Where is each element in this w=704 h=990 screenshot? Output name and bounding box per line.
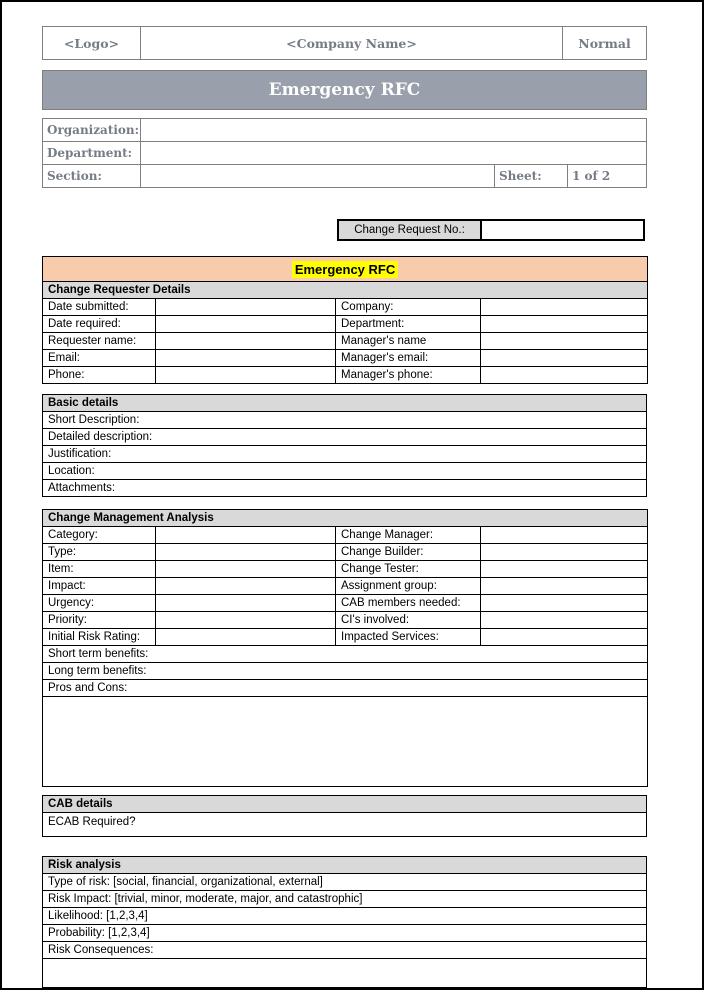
managers-phone-input[interactable] bbox=[481, 367, 648, 384]
doc-type-cell: Normal bbox=[563, 27, 647, 60]
item-label: Item: bbox=[43, 561, 156, 578]
urgency-input[interactable] bbox=[156, 595, 336, 612]
item-input[interactable] bbox=[156, 561, 336, 578]
basic-details-header: Basic details bbox=[43, 395, 647, 412]
header-table bbox=[42, 26, 647, 60]
date-submitted-input[interactable] bbox=[156, 299, 336, 316]
likelihood-row[interactable]: Likelihood: [1,2,3,4] bbox=[43, 908, 647, 925]
section-input[interactable] bbox=[141, 165, 495, 188]
attachments-row[interactable]: Attachments: bbox=[43, 480, 647, 497]
cab-details-table bbox=[42, 795, 647, 837]
cis-involved-label: CI's involved: bbox=[336, 612, 481, 629]
sheet-value: 1 of 2 bbox=[568, 165, 647, 188]
impact-input[interactable] bbox=[156, 578, 336, 595]
managers-email-label: Manager's email: bbox=[336, 350, 481, 367]
risk-consequences-row[interactable]: Risk Consequences: bbox=[43, 942, 647, 959]
priority-label: Priority: bbox=[43, 612, 156, 629]
impacted-services-input[interactable] bbox=[481, 629, 648, 646]
urgency-label: Urgency: bbox=[43, 595, 156, 612]
change-manager-label: Change Manager: bbox=[336, 527, 481, 544]
change-request-no-box bbox=[337, 219, 645, 241]
department-label: Department: bbox=[43, 142, 141, 165]
cma-header: Change Management Analysis bbox=[43, 510, 648, 527]
type-label: Type: bbox=[43, 544, 156, 561]
date-submitted-label: Date submitted: bbox=[43, 299, 156, 316]
initial-risk-rating-input[interactable] bbox=[156, 629, 336, 646]
requester-department-label: Department: bbox=[336, 316, 481, 333]
impacted-services-label: Impacted Services: bbox=[336, 629, 481, 646]
ecab-required-row[interactable]: ECAB Required? bbox=[43, 813, 647, 837]
category-label: Category: bbox=[43, 527, 156, 544]
change-tester-input[interactable] bbox=[481, 561, 648, 578]
cis-involved-input[interactable] bbox=[481, 612, 648, 629]
company-name-cell: <Company Name> bbox=[141, 27, 563, 60]
org-table bbox=[42, 118, 647, 188]
managers-name-input[interactable] bbox=[481, 333, 648, 350]
form-banner-highlight: Emergency RFC bbox=[292, 261, 398, 278]
change-builder-label: Change Builder: bbox=[336, 544, 481, 561]
organization-label: Organization: bbox=[43, 119, 141, 142]
change-management-analysis-table bbox=[42, 509, 648, 787]
section-label: Section: bbox=[43, 165, 141, 188]
date-required-label: Date required: bbox=[43, 316, 156, 333]
risk-analysis-table bbox=[42, 856, 647, 988]
requester-name-label: Requester name: bbox=[43, 333, 156, 350]
requester-name-input[interactable] bbox=[156, 333, 336, 350]
assignment-group-label: Assignment group: bbox=[336, 578, 481, 595]
probability-row[interactable]: Probability: [1,2,3,4] bbox=[43, 925, 647, 942]
managers-phone-label: Manager's phone: bbox=[336, 367, 481, 384]
organization-input[interactable] bbox=[141, 119, 647, 142]
phone-label: Phone: bbox=[43, 367, 156, 384]
managers-name-label: Manager's name bbox=[336, 333, 481, 350]
cab-members-needed-label: CAB members needed: bbox=[336, 595, 481, 612]
document-page bbox=[42, 26, 647, 988]
type-input[interactable] bbox=[156, 544, 336, 561]
requester-details-header: Change Requester Details bbox=[43, 282, 648, 299]
requester-details-table bbox=[42, 256, 648, 384]
type-of-risk-row[interactable]: Type of risk: [social, financial, organizational, external] bbox=[43, 874, 647, 891]
change-manager-input[interactable] bbox=[481, 527, 648, 544]
phone-input[interactable] bbox=[156, 367, 336, 384]
impact-label: Impact: bbox=[43, 578, 156, 595]
risk-analysis-header: Risk analysis bbox=[43, 857, 647, 874]
priority-input[interactable] bbox=[156, 612, 336, 629]
change-request-no-input[interactable] bbox=[482, 221, 643, 239]
managers-email-input[interactable] bbox=[481, 350, 648, 367]
department-input[interactable] bbox=[141, 142, 647, 165]
sheet-label: Sheet: bbox=[495, 165, 568, 188]
form-banner bbox=[43, 257, 648, 282]
email-label: Email: bbox=[43, 350, 156, 367]
change-request-no-label: Change Request No.: bbox=[339, 221, 482, 239]
company-label: Company: bbox=[336, 299, 481, 316]
category-input[interactable] bbox=[156, 527, 336, 544]
short-description-row[interactable]: Short Description: bbox=[43, 412, 647, 429]
title-banner: Emergency RFC bbox=[42, 70, 647, 110]
cab-members-needed-input[interactable] bbox=[481, 595, 648, 612]
pros-and-cons-row[interactable]: Pros and Cons: bbox=[43, 680, 648, 697]
email-input[interactable] bbox=[156, 350, 336, 367]
change-builder-input[interactable] bbox=[481, 544, 648, 561]
risk-notes-area[interactable] bbox=[43, 959, 647, 988]
cma-notes-area[interactable] bbox=[43, 697, 648, 787]
basic-details-table bbox=[42, 394, 647, 497]
initial-risk-rating-label: Initial Risk Rating: bbox=[43, 629, 156, 646]
cab-details-header: CAB details bbox=[43, 796, 647, 813]
change-tester-label: Change Tester: bbox=[336, 561, 481, 578]
requester-department-input[interactable] bbox=[481, 316, 648, 333]
location-row[interactable]: Location: bbox=[43, 463, 647, 480]
risk-impact-row[interactable]: Risk Impact: [trivial, minor, moderate, major, and catastrophic] bbox=[43, 891, 647, 908]
long-term-benefits-row[interactable]: Long term benefits: bbox=[43, 663, 648, 680]
date-required-input[interactable] bbox=[156, 316, 336, 333]
company-input[interactable] bbox=[481, 299, 648, 316]
justification-row[interactable]: Justification: bbox=[43, 446, 647, 463]
assignment-group-input[interactable] bbox=[481, 578, 648, 595]
detailed-description-row[interactable]: Detailed description: bbox=[43, 429, 647, 446]
short-term-benefits-row[interactable]: Short term benefits: bbox=[43, 646, 648, 663]
logo-cell: <Logo> bbox=[43, 27, 141, 60]
